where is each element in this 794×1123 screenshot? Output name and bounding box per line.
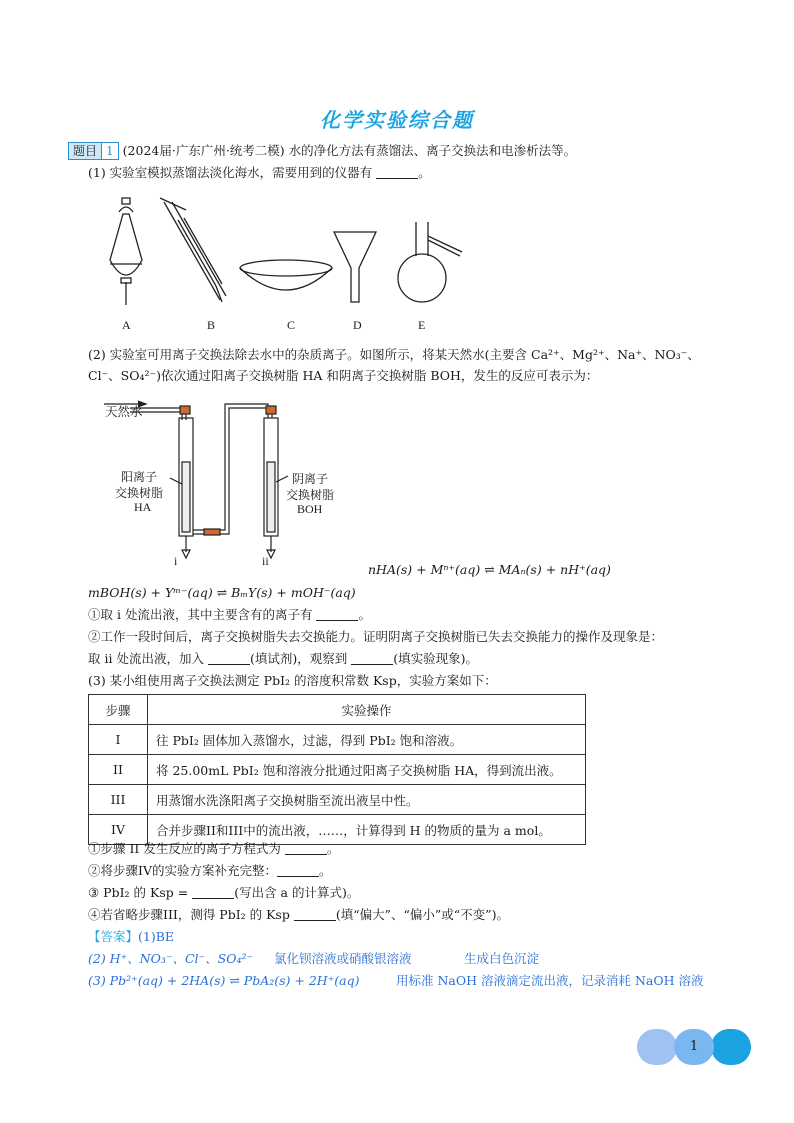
answer-blank[interactable]	[192, 886, 234, 899]
sub-question-2: ②工作一段时间后，离子交换树脂失去交换能力。证明阴离子交换树脂已失去交换能力的操作及现象是：	[88, 629, 664, 644]
apparatus-figure	[90, 190, 550, 320]
sub-question-1-end: 。	[358, 607, 371, 622]
sub-question-3-4-text: ④若省略步骤III，测得 PbI₂ 的 Ksp	[88, 907, 290, 922]
left-label-2: 交换树脂	[115, 486, 164, 500]
question-tag: 题目	[68, 142, 102, 160]
answer-2-ions: (2) H⁺、NO₃⁻、Cl⁻、SO₄²⁻	[88, 951, 254, 966]
sub-question-3-3-end: (写出含 a 的计算式)。	[234, 885, 360, 900]
part1-end: 。	[418, 165, 431, 180]
left-label-3: HA	[134, 500, 152, 514]
part1-prompt: (1) 实验室模拟蒸馏法淡化海水，需要用到的仪器有	[88, 165, 373, 180]
table-row	[89, 725, 586, 755]
table-cell: II	[89, 755, 148, 785]
page-badge-bg	[711, 1029, 751, 1065]
sub-question-1	[88, 606, 371, 624]
label-c: C	[287, 318, 296, 332]
page-title: 化学实验综合题	[320, 108, 474, 132]
separatory-funnel-icon	[110, 198, 142, 305]
sub-question-3-1-end: 。	[326, 841, 340, 856]
sub-question-3-1	[88, 840, 339, 858]
table-cell: IV	[89, 815, 148, 845]
label-a: A	[122, 318, 131, 332]
table-header-row	[89, 695, 586, 725]
question-stem: 水的净化方法有蒸馏法、离子交换法和电渗析法等。	[288, 143, 577, 158]
sub-question-2b-a: 取 ii 处流出液，加入	[88, 651, 204, 666]
funnel-icon	[334, 232, 376, 302]
part3-text: (3) 某小组使用离子交换法测定 PbI₂ 的溶度积常数 Ksp，实验方案如下：	[88, 673, 497, 688]
table-cell: 将 25.00mL PbI₂ 饱和溶液分批通过阳离子交换树脂 HA，得到流出液。	[148, 755, 586, 785]
sub-question-3-3-text: ③ PbI₂ 的 Ksp =	[88, 885, 189, 900]
equation-1: nHA(s) + Mⁿ⁺(aq) ⇌ MAₙ(s) + nH⁺(aq)	[368, 562, 611, 577]
answer-blank[interactable]	[376, 166, 418, 179]
question-number: 1	[102, 142, 119, 160]
question-source: (2024届·广东广州·统考二模)	[122, 143, 285, 158]
table-header: 实验操作	[148, 695, 586, 725]
table-cell: III	[89, 785, 148, 815]
part2-line1: (2) 实验室可用离子交换法除去水中的杂质离子。如图所示，将某天然水(主要含 Ca²⁺、Mg²⁺、Na⁺、NO₃⁻、	[88, 347, 700, 362]
equation-2: mBOH(s) + Yᵐ⁻(aq) ⇌ BₘY(s) + mOH⁻(aq)	[88, 585, 356, 600]
answer-blank[interactable]	[208, 652, 250, 665]
label-b: B	[207, 318, 216, 332]
answer-blank[interactable]	[285, 842, 327, 855]
page-badge-bg	[637, 1029, 677, 1065]
table-cell: 往 PbI₂ 固体加入蒸馏水，过滤，得到 PbI₂ 饱和溶液。	[148, 725, 586, 755]
table-row	[89, 755, 586, 785]
label-d: D	[353, 318, 362, 332]
answer-key-label: 【答案】	[88, 929, 139, 944]
sub-question-2b	[88, 650, 478, 668]
answer-3-equation: (3) Pb²⁺(aq) + 2HA(s) ⇌ PbA₂(s) + 2H⁺(aq)	[88, 973, 360, 988]
answer-2-reagent: 氯化钡溶液或硝酸银溶液	[274, 951, 412, 966]
sub-question-1-text: ①取 i 处流出液，其中主要含有的离子有	[88, 607, 313, 622]
distilling-flask-icon	[398, 222, 462, 302]
question-header	[68, 142, 576, 160]
part1-text	[88, 164, 431, 182]
part2-line2: Cl⁻、SO₄²⁻)依次通过阳离子交换树脂 HA 和阴离子交换树脂 BOH，发生的反应可表示为：	[88, 368, 599, 383]
right-label-2: 交换树脂	[286, 488, 335, 502]
sub-question-3-3	[88, 884, 359, 902]
answer-blank[interactable]	[277, 864, 319, 877]
sub-question-2b-c: (填实验现象)。	[393, 651, 478, 666]
table-header: 步骤	[89, 695, 148, 725]
steps-table	[88, 694, 586, 845]
sub-question-3-2	[88, 862, 331, 880]
table-cell: 用蒸馏水洗涤阳离子交换树脂至流出液呈中性。	[148, 785, 586, 815]
answer-blank[interactable]	[316, 608, 358, 621]
table-cell: I	[89, 725, 148, 755]
sub-question-2b-b: (填试剂)，观察到	[249, 651, 348, 666]
sub-question-3-2-text: ②将步骤IV的实验方案补充完整：	[88, 863, 277, 878]
page-number: 1	[689, 1039, 699, 1054]
right-label-1: 阴离子	[292, 472, 329, 486]
right-label-3: BOH	[297, 502, 323, 516]
sub-question-3-4-end: (填“偏大”、“偏小”或“不变”)。	[335, 907, 509, 922]
left-label-1: 阳离子	[121, 470, 158, 484]
answer-2-phenomenon: 生成白色沉淀	[464, 951, 540, 966]
answer-line-1	[88, 928, 174, 946]
inlet-label: 天然水	[105, 405, 143, 419]
sub-question-3-2-end: 。	[318, 863, 332, 878]
answer-blank[interactable]	[294, 908, 336, 921]
sub-question-3-1-text: ①步骤 II 发生反应的离子方程式为	[88, 841, 281, 856]
table-row	[89, 785, 586, 815]
outlet-ii-label: ii	[262, 554, 269, 568]
answer-1: (1)BE	[138, 929, 175, 944]
label-e: E	[418, 318, 426, 332]
table-cell: 合并步骤II和III中的流出液，……，计算得到 H 的物质的量为 a mol。	[148, 815, 586, 845]
answer-3-text: 用标准 NaOH 溶液滴定流出液，记录消耗 NaOH 溶液	[396, 973, 704, 988]
outlet-i-label: i	[174, 554, 178, 568]
sub-question-3-4	[88, 906, 509, 924]
answer-blank[interactable]	[351, 652, 393, 665]
evaporating-dish-icon	[240, 260, 332, 290]
condenser-icon	[160, 198, 226, 302]
